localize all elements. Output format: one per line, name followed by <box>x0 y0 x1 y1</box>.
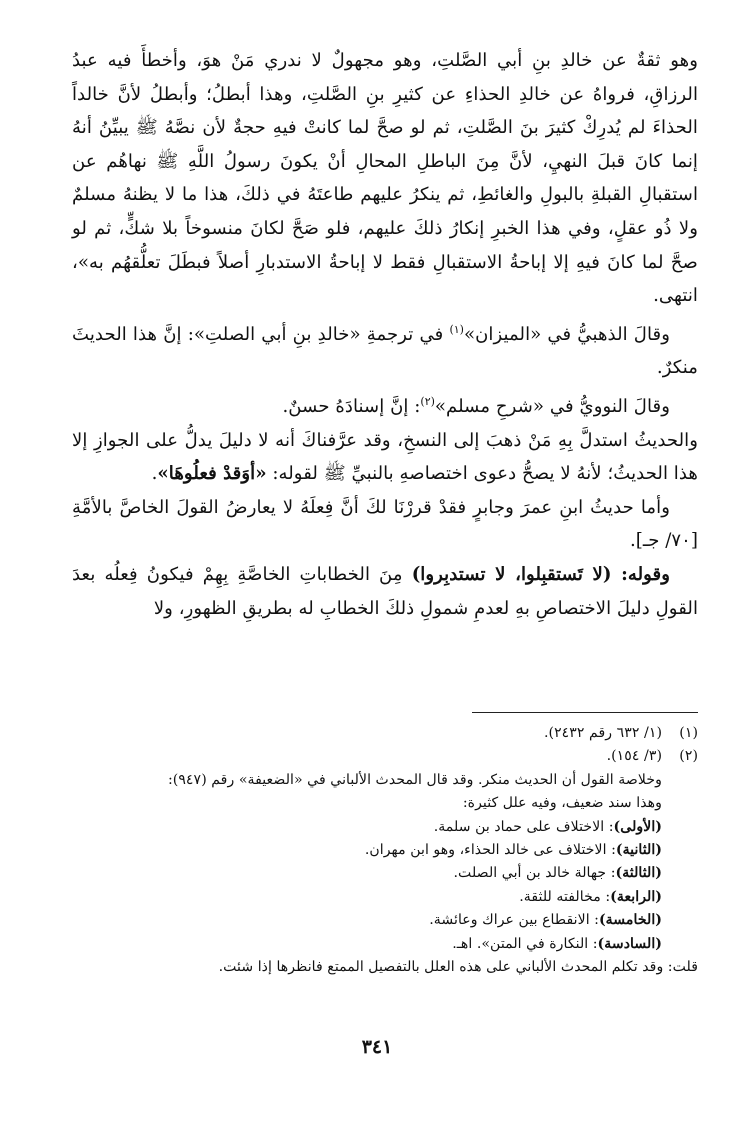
p1-line-6: ذلكَ، هذا ما لا يظنهُ مسلمٌ ولا ذُو عقلٍ، وفي هذا الخبرِ إنكارُ ذلكَ عليهم، فلو <box>72 184 698 239</box>
defect-item-5 <box>72 909 662 932</box>
defect-text-3: : جهالة خالد بن أبي الصلت. <box>453 865 616 882</box>
defect-label-6: (السادسة) <box>597 935 662 952</box>
p1-line-5: رسولُ اللَّهِ ﷺ نهاهُم عن استقبالِ القبلةِ بالبولِ والغائطِ، ثم ينكرُ عليهم طاعتَهُ في <box>72 150 698 206</box>
paragraph-6 <box>72 558 698 625</box>
p1-line-3: خالداً الحذاءَ لم يُدرِكْ كثيرَ بنَ الصَّلتِ، ثم لو صحَّ لما كانتْ فيهِ حجةٌ لأن <box>72 83 698 139</box>
p1-line-2: عبدُ الرزاقِ، فرواهُ عن خالدِ الحذاءِ عن كثيرِ بنِ الصَّلتِ، وهذا أبطلُ؛ وأبطلُ لأنَّ <box>72 50 698 105</box>
paragraph-3 <box>72 385 698 424</box>
defect-item-2 <box>72 839 662 862</box>
defect-label-4: (الرابعة) <box>610 888 662 905</box>
footnote-1-number: (١) <box>679 725 698 741</box>
p6-lead: وقوله: (لا تَستقبِلوا، لا تستدبِروا) <box>411 564 670 586</box>
defect-label-1: (الأولى) <box>613 818 662 835</box>
p2-text-b: في ترجمةِ «خالدِ بنِ أبي الصلتِ»: إنَّ هذا الحديثَ منكرٌ. <box>72 323 698 379</box>
p5-line-2: بالأمَّةِ [٧٠/ جـ]. <box>72 496 698 552</box>
footnote-ref-1[interactable]: (١) <box>449 322 464 336</box>
p5-line-1: وأما حديثُ ابنِ عمرَ وجابرٍ فقدْ قررْنَا لكَ أنَّ فِعلَهُ لا يعارضُ القولَ الخاصَّ <box>119 496 670 518</box>
p1-line-1: وهو ثقةٌ عن خالدِ بنِ أبي الصَّلتِ، وهو مجهولٌ لا ندري مَنْ هوَ، وأخطأَ فيه <box>107 50 698 71</box>
p4-line-1: والحديثُ استدلَّ بِهِ مَنْ ذهبَ إلى النسخِ، وقد عرَّفناكَ أنه لا دليلَ يدلُّ على الجوازِ <box>93 429 698 451</box>
defect-text-5: : الانقطاع بين عراك وعائشة. <box>429 912 599 929</box>
defect-label-3: (الثالثة) <box>615 865 662 882</box>
defect-text-1: : الاختلاف على حماد بن سلمة. <box>433 818 614 835</box>
footnote-2-intro: وهذا سند ضعيف، وفيه علل كثيرة: <box>462 795 662 812</box>
footnote-1-text: (١/ ٦٣٢ رقم ٢٤٣٢). <box>544 725 662 741</box>
footnote-1 <box>72 722 698 745</box>
paragraph-1 <box>72 44 698 313</box>
p1-line-7: صَحَّ لكانَ منسوخاً بلا شكٍّ، ثم لو صحَّ لما كانَ فيهِ إلا إباحةُ الاستقبالِ فقط لا <box>72 217 698 273</box>
p3-text-b: : إنَّ إسنادَهُ حسنٌ. <box>282 396 421 418</box>
defect-label-5: (الخامسة) <box>598 912 662 929</box>
footnotes <box>72 722 698 979</box>
footnote-ref-2[interactable]: (٢) <box>420 395 435 408</box>
paragraph-2 <box>72 313 698 385</box>
paragraph-5 <box>72 491 698 558</box>
p1-line-4: نصَّهُ ﷺ يبيِّنُ أنهُ إنما كانَ قبلَ النهيِ، لأنَّ مِنَ الباطلِ المحالِ أنْ يكونَ <box>72 117 698 172</box>
footnote-2-closing: قلت: وقد تكلم المحدث الألباني على هذه العلل بالتفصيل الممتع فانظرها إذا شئت. <box>218 959 698 976</box>
defect-text-6: : النكارة في المتن». اهـ. <box>452 935 598 952</box>
p4-quote: «أوَقدْ فعلُوهَا» <box>157 463 267 485</box>
p3-text-a: وقالَ النوويُّ في «شرحِ مسلم» <box>434 396 670 418</box>
page-number: ٣٤١ <box>361 1036 393 1058</box>
p4-line-2a: إلا هذا الحديثُ؛ لأنهُ لا يصحُّ دعوى اختصاصهِ بالنبيِّ ﷺ لقوله: <box>72 429 698 485</box>
footnote-separator <box>472 712 698 713</box>
p4-line-2c: . <box>151 463 158 485</box>
p6-line-2: بعدَ القولِ دليلَ الاختصاصِ بهِ لعدمِ شمولِ ذلكَ الخطابِ له بطريقِ الظهورِ، ولا <box>72 564 698 619</box>
defect-text-4: : مخالفته للثقة. <box>519 888 611 905</box>
defect-text-2: : الاختلاف عى خالد الحذاء، وهو ابن مهران. <box>364 842 616 859</box>
defect-item-3 <box>72 862 662 885</box>
defect-item-4 <box>72 886 662 909</box>
main-text <box>72 44 698 625</box>
defect-item-6 <box>72 933 662 956</box>
footnote-2-body <box>72 769 698 956</box>
footnote-2 <box>72 745 698 768</box>
p2-text-a: وقالَ الذهبيُّ في «الميزان» <box>463 323 671 345</box>
footnote-2-summary: وخلاصة القول أن الحديث منكر. وقد قال المحدث الألباني في «الضعيفة» رقم (٩٤٧): <box>167 771 662 788</box>
footnote-2-text: (٣/ ١٥٤). <box>606 748 662 765</box>
footnote-2-number: (٢) <box>679 748 698 765</box>
p6-line-1: مِنَ الخطاباتِ الخاصَّةِ بِهِمْ فيكونُ فِعلُه <box>104 564 412 586</box>
defect-label-2: (الثانية) <box>615 842 662 859</box>
p1-line-8: إباحةُ الاستدبارِ أصلاً فبطَلَ تعلُّقهُم به»، انتهى. <box>72 251 698 307</box>
paragraph-4 <box>72 424 698 491</box>
defect-item-1 <box>72 816 662 839</box>
